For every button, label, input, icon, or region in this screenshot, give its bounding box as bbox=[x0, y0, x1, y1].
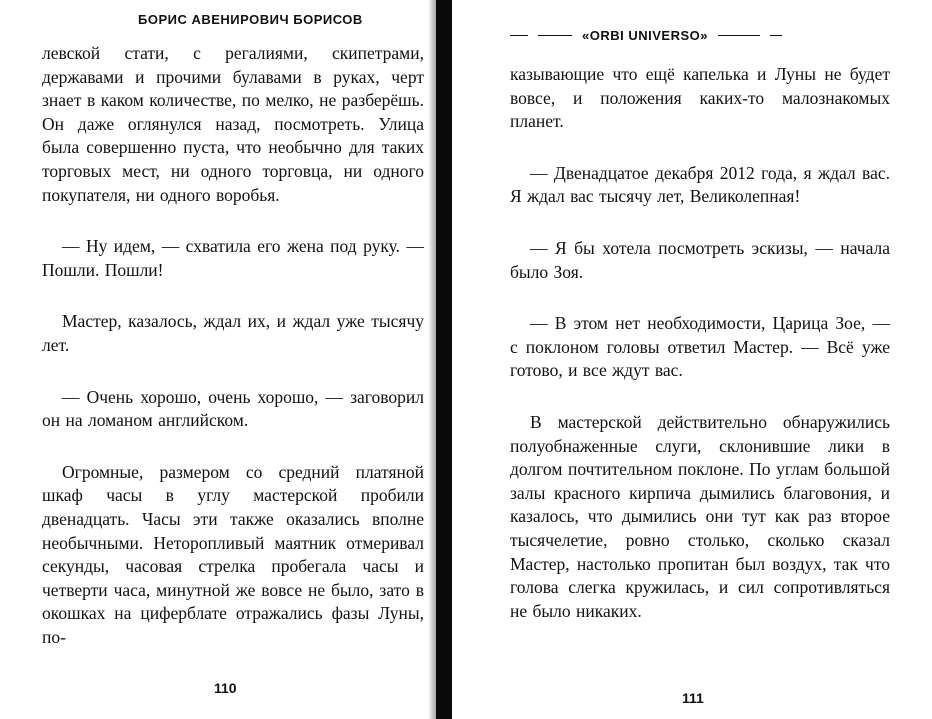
right-page bbox=[456, 0, 932, 719]
book-gutter bbox=[436, 0, 452, 719]
right-text-block bbox=[510, 63, 890, 623]
left-paragraph-3: Мастер, казалось, ждал их, и ждал уже тысячу лет. bbox=[42, 311, 424, 355]
left-running-head: БОРИС АВЕНИРОВИЧ БОРИСОВ bbox=[138, 12, 363, 27]
left-paragraph-4: — Очень хорошо, очень хорошо, — заговорил он на ломаном английском. bbox=[42, 386, 424, 431]
left-page bbox=[0, 0, 430, 719]
right-running-head-row bbox=[456, 28, 836, 43]
right-paragraph-3: — Я бы хотела посмотреть эскизы, — начала было Зоя. bbox=[510, 237, 890, 282]
paragraph-gap bbox=[42, 433, 424, 461]
right-paragraph-2: — Двенадцатое декабря 2012 года, я ждал вас. Я ждал вас тысячу лет, Великолепная! bbox=[510, 162, 890, 207]
paragraph-gap bbox=[42, 207, 424, 235]
paragraph-gap bbox=[510, 209, 890, 237]
gutter-shadow bbox=[428, 0, 436, 719]
paragraph-gap bbox=[510, 383, 890, 411]
head-rule-left-short bbox=[510, 35, 528, 36]
right-paragraph-1: казывающие что ещё капелька и Луны не будет вовсе, и положения каких-то малознакомых планет. bbox=[510, 64, 890, 132]
paragraph-gap bbox=[510, 284, 890, 312]
paragraph-gap bbox=[510, 134, 890, 162]
left-paragraph-5: Огромные, размером со средний платяной шкаф часы в углу мастерской пробили двенадцать. Часы эти также оказались вполне необычными. Неторопливый маятник отмеривал секунды, часовая стрелка пробегала часы и четверти часа, минутной же вовсе не было, зато в окошках на циферблате отражались фазы Луны, по- bbox=[42, 461, 424, 647]
right-paragraph-4: — В этом нет необходимости, Царица Зое, — с поклоном головы ответил Мастер. — Всё уже готово, и все ждут вас. bbox=[510, 313, 890, 381]
left-page-number: 110 bbox=[214, 680, 237, 696]
left-paragraph-2: — Ну идем, — схватила его жена под руку. — Пошли. Пошли! bbox=[42, 236, 424, 280]
paragraph-gap bbox=[42, 282, 424, 310]
left-paragraph-1: левской стати, с регалиями, скипетрами, державами и прочими булавами в руках, черт знает в каком количестве, по мелко, не разберёшь. Он даже оглянулся назад, посмотреть. Улица была совершенно пуста, что необычно для таких торговых мест, ни одного торговца, ни одного покупателя, ни одного воробья. bbox=[42, 43, 424, 205]
left-text-block bbox=[42, 42, 424, 649]
head-rule-right-short bbox=[770, 35, 782, 36]
paragraph-gap bbox=[42, 358, 424, 386]
head-rule-right-long bbox=[718, 35, 760, 36]
right-paragraph-5: В мастерской действительно обнаружились полуобнаженные слуги, склонившие лики в долгом почтительном поклоне. По углам большой залы красного кирпича дымились благовония, и казалось, что дымились они тут как раз второе тысячелетие, ровно столько, сколько сказал Мастер, настолько пропитан был воздух, так что голова слегка кружилась, и сил сопротивляться не было никаких. bbox=[510, 411, 890, 621]
right-page-number: 111 bbox=[682, 690, 704, 706]
right-running-head: «ORBI UNIVERSO» bbox=[582, 28, 708, 43]
head-rule-left-long bbox=[538, 35, 572, 36]
